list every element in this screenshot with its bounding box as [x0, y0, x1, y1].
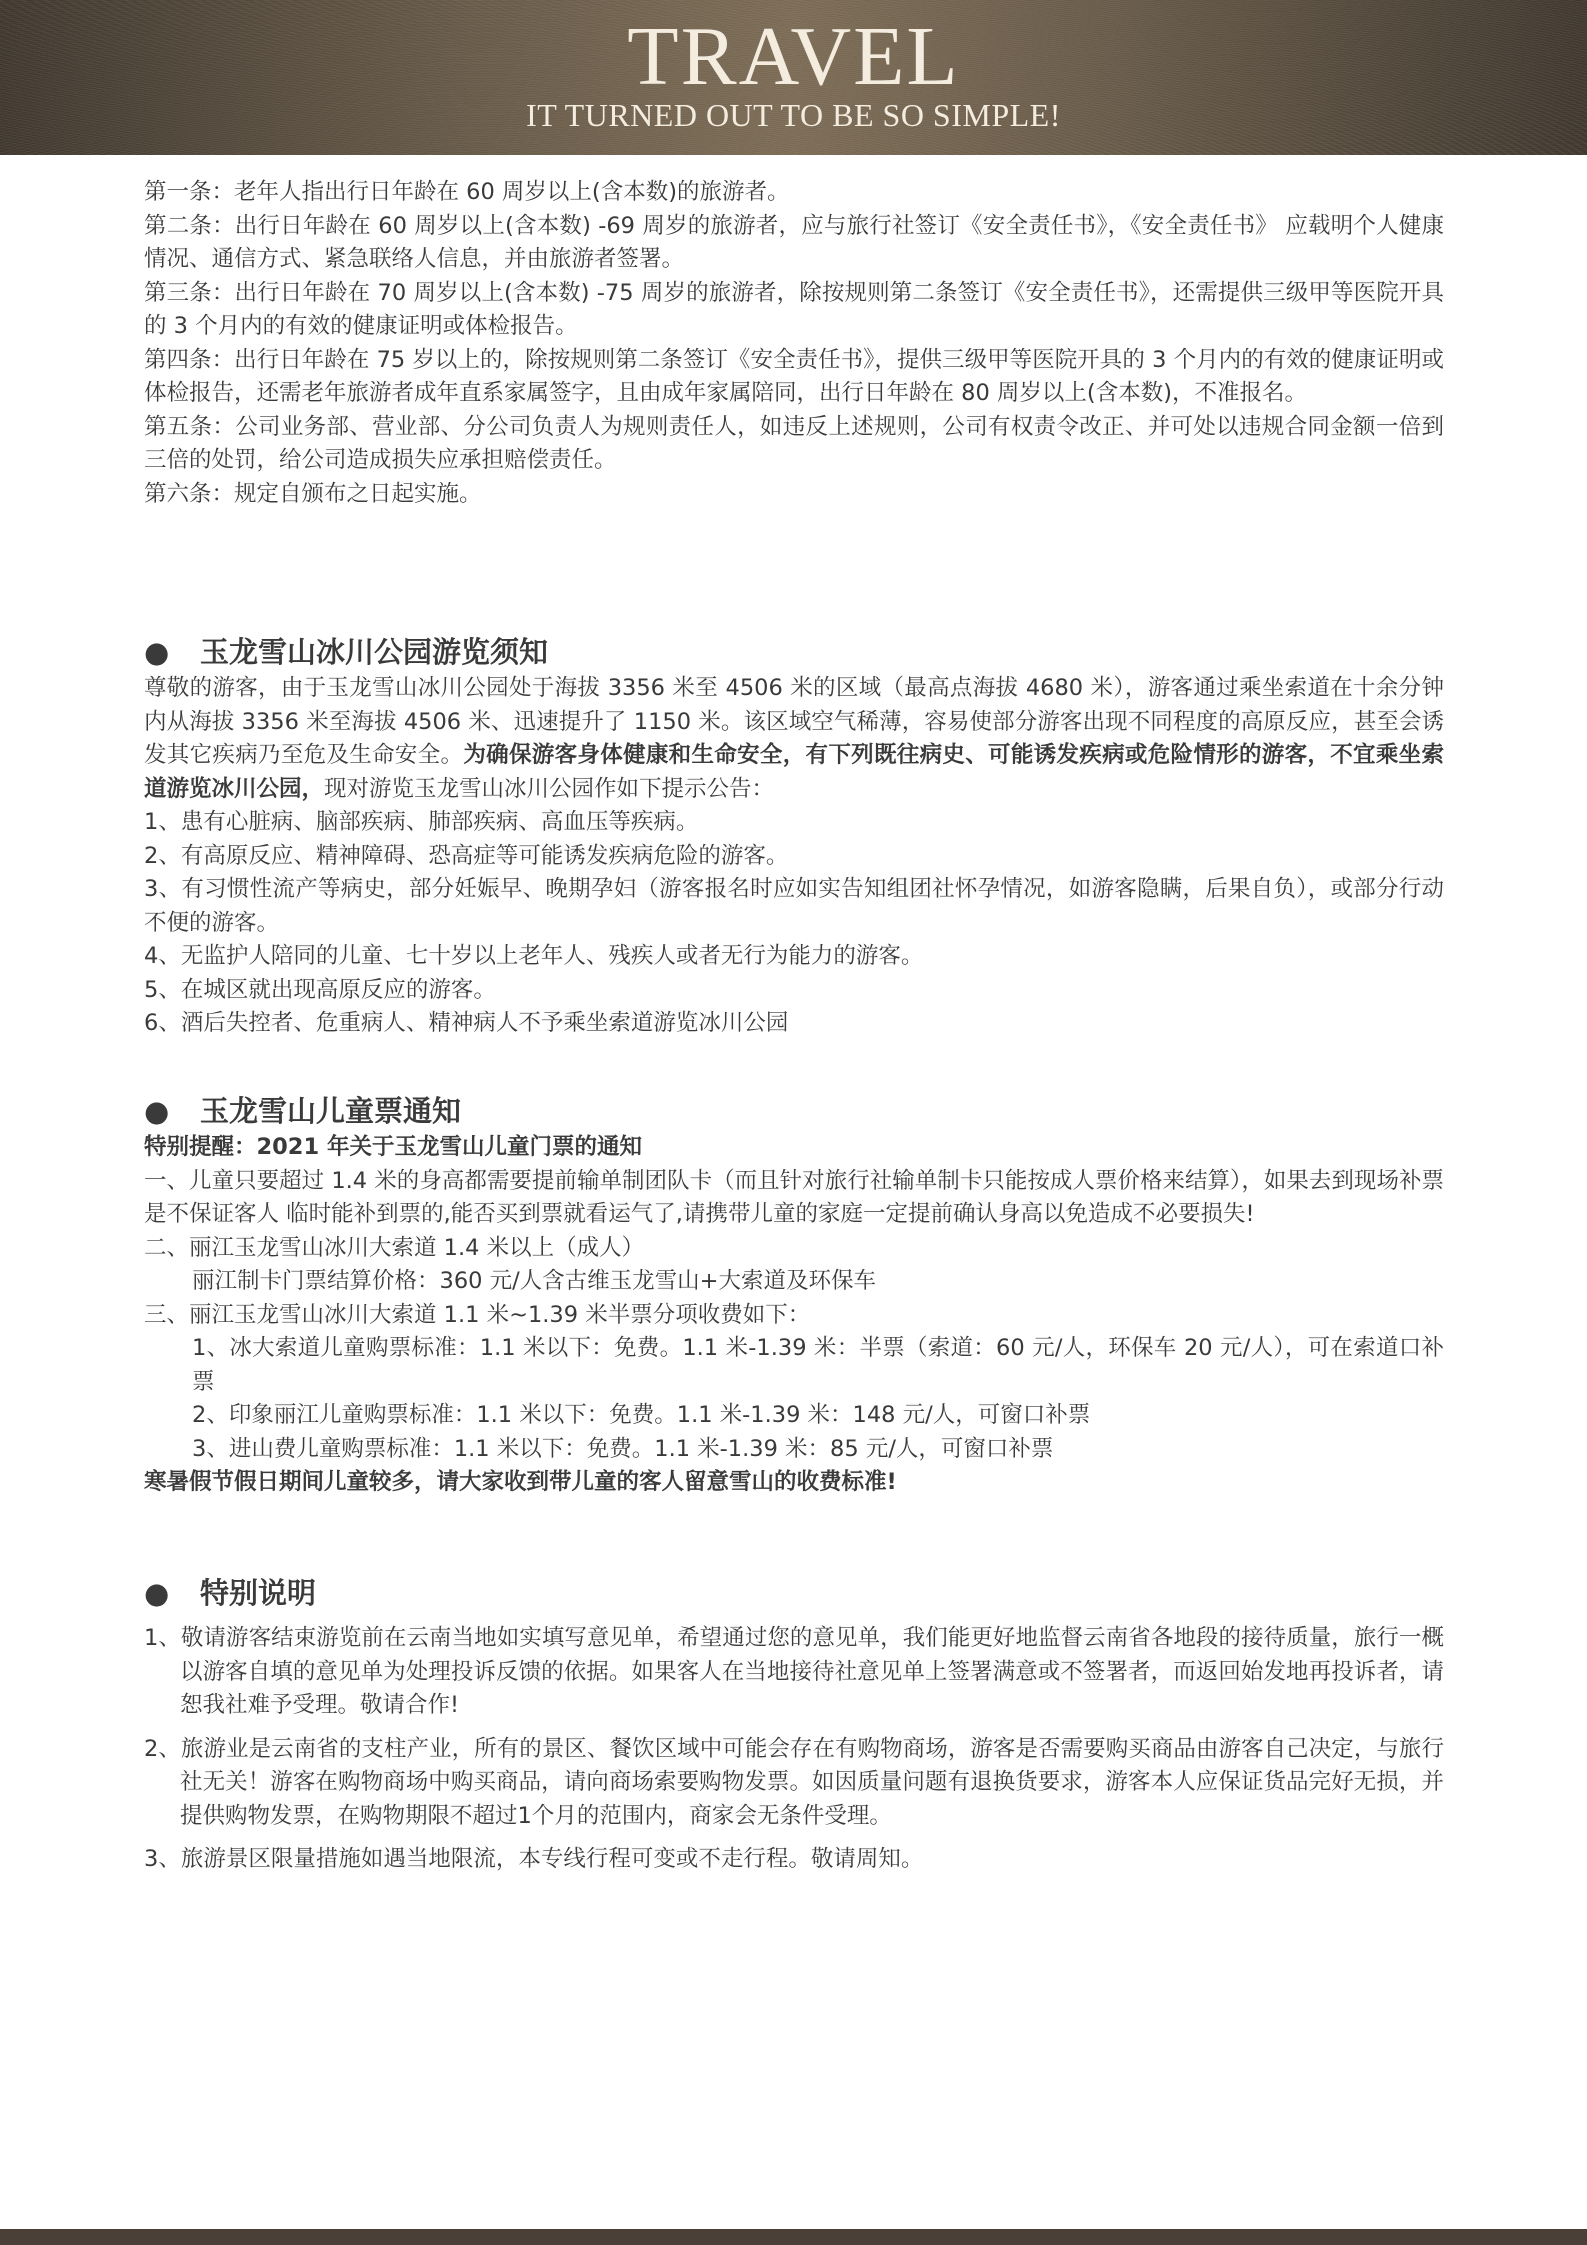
rule-item: 第六条：规定自颁布之日起实施。: [144, 480, 482, 507]
banner-title: TRAVEL: [627, 10, 960, 103]
rule-item: 第四条：出行日年龄在 75 岁以上的，除按规则第二条签订《安全责任书》，提供三级甲等医院开具的 3 个月内的有效的健康证明或体检报告，还需老年旅游者成年直系家属签字，且由成年家属陪同，出行日年龄在 80 周岁以上(含本数)，不准报名。: [144, 346, 1444, 406]
special-notes: [144, 1622, 1444, 1887]
ticket-line: 二、丽江玉龙雪山冰川大索道 1.4 米以上（成人）: [144, 1234, 645, 1261]
footer-bar: [0, 2229, 1587, 2245]
list-item: 3、旅游景区限量措施如遇当地限流，本专线行程可变或不走行程。敬请周知。: [144, 1846, 924, 1872]
ticket-sub-item: 1、冰大索道儿童购票标准：1.1 米以下：免费。1.1 米-1.39 米：半票（索道：60 元/人，环保车 20 元/人），可在索道口补票: [192, 1335, 1444, 1395]
rule-item: 第一条：老年人指出行日年龄在 60 周岁以上(含本数)的旅游者。: [144, 179, 790, 205]
list-item: 2、有高原反应、精神障碍、恐高症等可能诱发疾病危险的游客。: [144, 842, 789, 869]
list-item: 4、无监护人陪同的儿童、七十岁以上老年人、残疾人或者无行为能力的游客。: [144, 943, 924, 969]
section-title: 玉龙雪山冰川公园游览须知: [200, 635, 549, 669]
list-item: 3、有习惯性流产等病史，部分妊娠早、晚期孕妇（游客报名时应如实告知组团社怀孕情况，如游客隐瞒，后果自负），或部分行动不便的游客。: [144, 876, 1444, 936]
intro-paragraph: 尊敬的游客，由于玉龙雪山冰川公园处于海拔 3356 米至 4506 米的区域（最高点海拔 4680 米），游客通过乘坐索道在十余分钟内从海拔 3356 米至海拔 4506 米、迅速提升了 1150 米。该区域空气稀薄，容易使部分游客出现不同程度的高原反应，甚至会诱发其它疾病乃至危及生命安全。为确保游客身体健康和生命安全，有下列既往病史、可能诱发疾病或危险情形的游客，不宜乘坐索道游览冰川公园，现对游览玉龙雪山冰川公园作如下提示公告：: [144, 675, 1444, 802]
section-heading-child-ticket: [144, 1091, 1444, 1131]
list-item: 2、旅游业是云南省的支柱产业，所有的景区、餐饮区域中可能会存在有购物商场，游客是否需要购买商品由游客自己决定，与旅行社无关！游客在购物商场中购买商品，请向商场索要购物发票。如因质量问题有退换货要求，游客本人应保证货品完好无损，并提供购物发票，在购物期限不超过1个月的范围内，商家会无条件受理。: [144, 1735, 1444, 1829]
rule-item: 第三条：出行日年龄在 70 周岁以上(含本数) -75 周岁的旅游者，除按规则第二条签订《安全责任书》，还需提供三级甲等医院开具的 3 个月内的有效的健康证明或体检报告。: [144, 279, 1444, 339]
section-title: 特别说明: [200, 1576, 317, 1610]
elderly-rules: [144, 176, 1444, 511]
section-title: 玉龙雪山儿童票通知: [200, 1094, 462, 1128]
child-ticket-notice: [144, 1131, 1444, 1500]
section-heading-special-notes: [144, 1573, 1444, 1613]
header-banner: [0, 0, 1587, 155]
glacier-park-notice: [144, 672, 1444, 1041]
list-item: 5、在城区就出现高原反应的游客。: [144, 976, 496, 1003]
holiday-note: 寒暑假节假日期间儿童较多，请大家收到带儿童的客人留意雪山的收费标准!: [144, 1469, 897, 1495]
banner-subtitle: IT TURNED OUT TO BE SO SIMPLE!: [526, 97, 1061, 133]
bullet-icon: ●: [144, 1576, 170, 1610]
list-item: 1、敬请游客结束游览前在云南当地如实填写意见单，希望通过您的意见单，我们能更好地监督云南省各地段的接待质量，旅行一概以游客自填的意见单为处理投诉反馈的依据。如果客人在当地接待社意见单上签署满意或不签署者，而返回始发地再投诉者，请恕我社难予受理。敬请合作!: [144, 1625, 1444, 1718]
bullet-icon: ●: [144, 1094, 170, 1128]
list-item: 6、酒后失控者、危重病人、精神病人不予乘坐索道游览冰川公园: [144, 1010, 789, 1036]
ticket-sub-item: 2、印象丽江儿童购票标准：1.1 米以下：免费。1.1 米-1.39 米：148 元/人，可窗口补票: [192, 1402, 1091, 1428]
ticket-line: 三、丽江玉龙雪山冰川大索道 1.1 米~1.39 米半票分项收费如下：: [144, 1301, 811, 1328]
rule-item: 第五条：公司业务部、营业部、分公司负责人为规则责任人，如违反上述规则，公司有权责令改正、并可处以违规合同金额一倍到三倍的处罚，给公司造成损失应承担赔偿责任。: [144, 413, 1444, 473]
bullet-icon: ●: [144, 635, 170, 669]
ticket-price-detail: 丽江制卡门票结算价格：360 元/人含古维玉龙雪山+大索道及环保车: [192, 1268, 877, 1294]
rule-item: 第二条：出行日年龄在 60 周岁以上(含本数) -69 周岁的旅游者，应与旅行社签订《安全责任书》，《安全责任书》 应载明个人健康情况、通信方式、紧急联络人信息，并由旅游者签署。: [144, 212, 1444, 272]
ticket-sub-item: 3、进山费儿童购票标准：1.1 米以下：免费。1.1 米-1.39 米：85 元/人，可窗口补票: [192, 1435, 1054, 1462]
section-heading-glacier-park: [144, 632, 1444, 672]
ticket-line: 一、儿童只要超过 1.4 米的身高都需要提前输单制团队卡（而且针对旅行社输单制卡只能按成人票价格来结算），如果去到现场补票是不保证客人 临时能补到票的,能否买到票就看运气了,请携带儿童的家庭一定提前确认身高以免造成不必要损失!: [144, 1167, 1444, 1227]
special-reminder: 特别提醒：2021 年关于玉龙雪山儿童门票的通知: [144, 1134, 642, 1160]
list-item: 1、患有心脏病、脑部疾病、肺部疾病、高血压等疾病。: [144, 809, 699, 835]
